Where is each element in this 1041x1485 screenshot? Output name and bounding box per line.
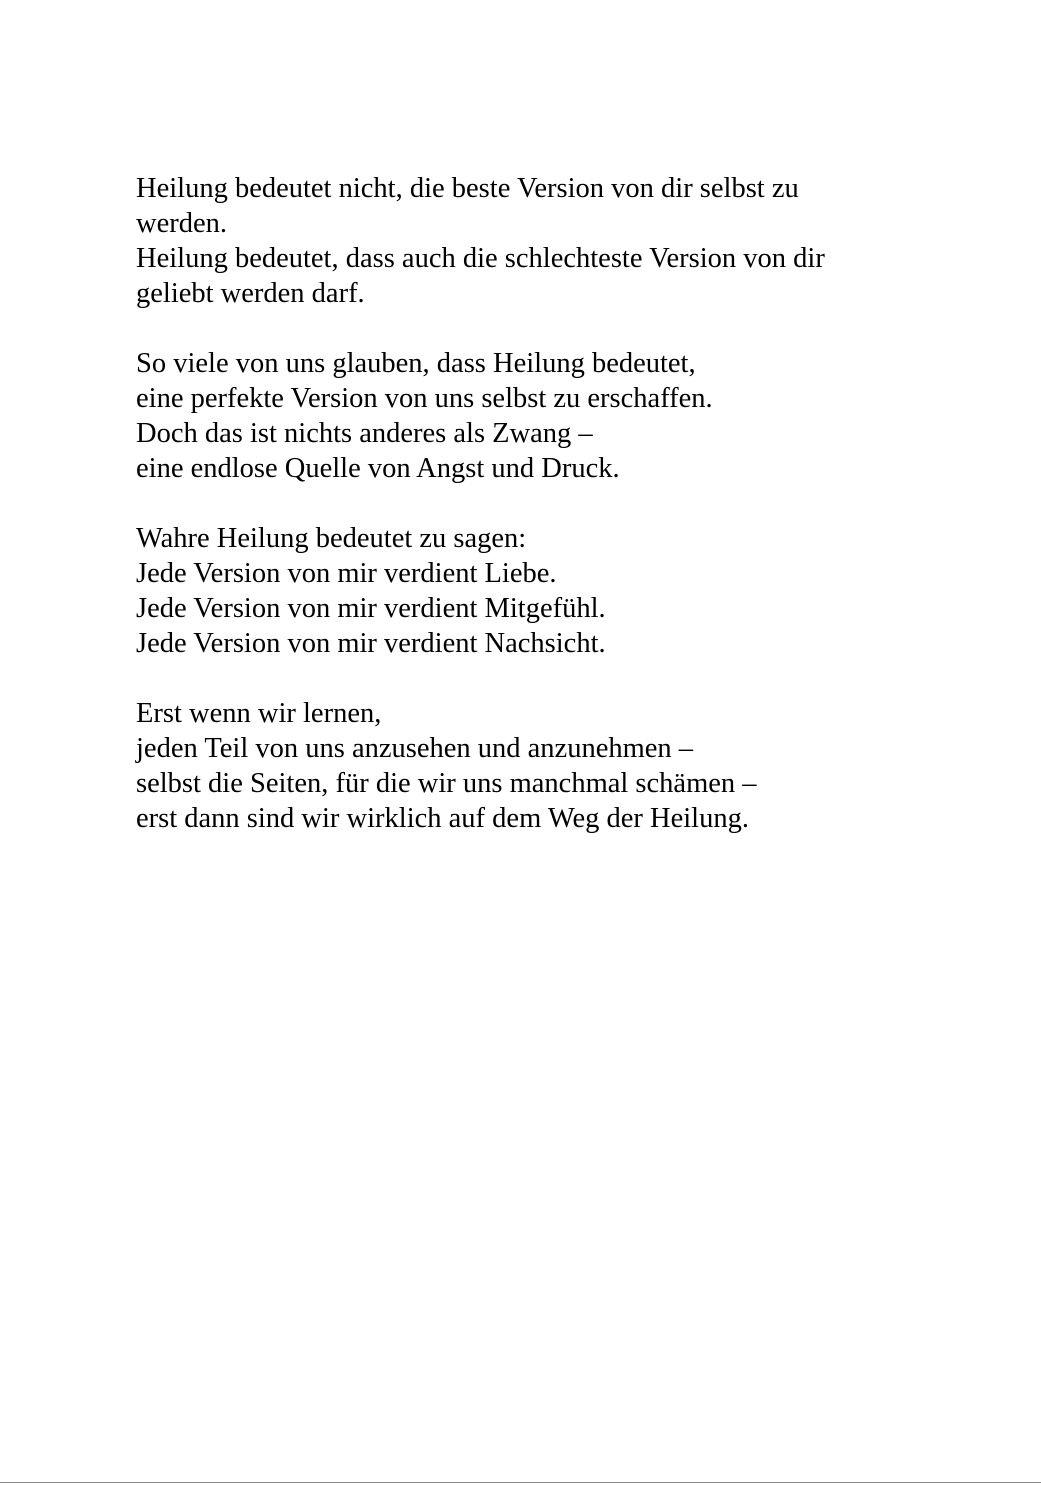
text-line: Jede Version von mir verdient Nachsicht.	[136, 628, 606, 659]
text-line: selbst die Seiten, für die wir uns manchmal schämen –	[136, 768, 757, 799]
paragraph-3	[136, 521, 896, 661]
text-line: erst dann sind wir wirklich auf dem Weg der Heilung.	[136, 803, 749, 834]
document-body	[136, 171, 896, 871]
text-line: So viele von uns glauben, dass Heilung bedeutet,	[136, 348, 696, 379]
text-line: Doch das ist nichts anderes als Zwang –	[136, 418, 593, 449]
text-line: Heilung bedeutet, dass auch die schlechteste Version von dir	[136, 243, 825, 274]
paragraph-4	[136, 696, 896, 836]
paragraph-1	[136, 171, 896, 311]
text-line: Wahre Heilung bedeutet zu sagen:	[136, 523, 527, 554]
text-line: eine endlose Quelle von Angst und Druck.	[136, 453, 620, 484]
text-line: Erst wenn wir lernen,	[136, 698, 382, 729]
text-line: jeden Teil von uns anzusehen und anzunehmen –	[136, 733, 694, 764]
paragraph-2	[136, 346, 896, 486]
text-line: Heilung bedeutet nicht, die beste Version von dir selbst zu	[136, 173, 799, 204]
text-line: eine perfekte Version von uns selbst zu erschaffen.	[136, 383, 713, 414]
text-line: Jede Version von mir verdient Mitgefühl.	[136, 593, 606, 624]
page-bottom-divider	[0, 1482, 1041, 1483]
text-line: geliebt werden darf.	[136, 278, 365, 309]
text-line: Jede Version von mir verdient Liebe.	[136, 558, 557, 589]
text-line: werden.	[136, 208, 227, 239]
